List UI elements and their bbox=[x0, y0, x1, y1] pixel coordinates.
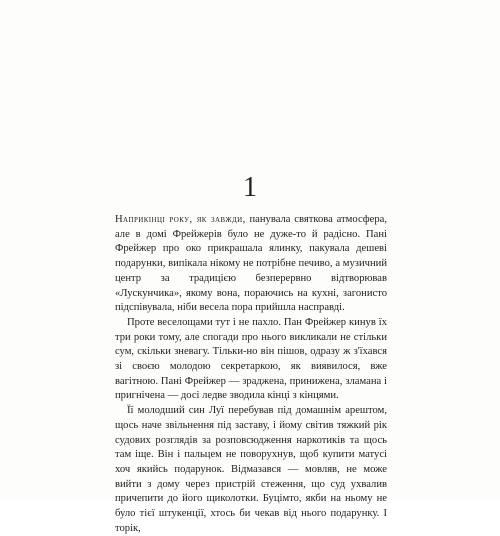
paragraph-1 bbox=[115, 213, 387, 316]
paragraph-lead-in: Наприкінці року, як завжди, bbox=[115, 214, 246, 225]
chapter-number: 1 bbox=[243, 172, 257, 203]
paragraph-2: Проте веселощами тут і не пахло. Пан Фрейжер кинув їх три роки тому, але спогади про нього викликали не стільки сум, скільки зневагу. Тільки-но він пішов, одразу ж з'їхався зі своєю молодою секретаркою, як виявилося, вже вагітною. Пані Фрейжер — зраджена, принижена, зламана і пригнічена — досі ледве зводила кінці з кінцями. bbox=[115, 316, 387, 402]
chapter-text bbox=[115, 213, 387, 536]
paragraph-1-text: панувала святкова атмосфера, але в домі Фрейжерів було не дуже-то й радісно. Пані Фрейжер про око прикрашала ялинку, пакувала дешеві подарунки, випікала нікому не потрібне печиво, а музичний центр за традицією безперервно відтворював «Лускунчика», якому вона, пораючись на кухні, загонисто підспівувала, ніби весела пора прийшла насправді. bbox=[115, 214, 387, 314]
paragraph-3: Її молодший син Луї перебував під домашнім арештом, щось наче звільнення під заставу, і йому світив тяжкий рік судових розглядів за розповсюдження наркотиків та щось там іще. Він і пальцем не поворухнув, щоб купити матусі хоч якийсь подарунок. Відмазався — мовляв, не може вийти з дому через пристрій стеження, що суд ухвалив причепити до його щиколотки. Буцімто, якби на ньому не було тієї штукенції, хтось би чекав від нього подарунку. І торік, bbox=[115, 405, 387, 534]
